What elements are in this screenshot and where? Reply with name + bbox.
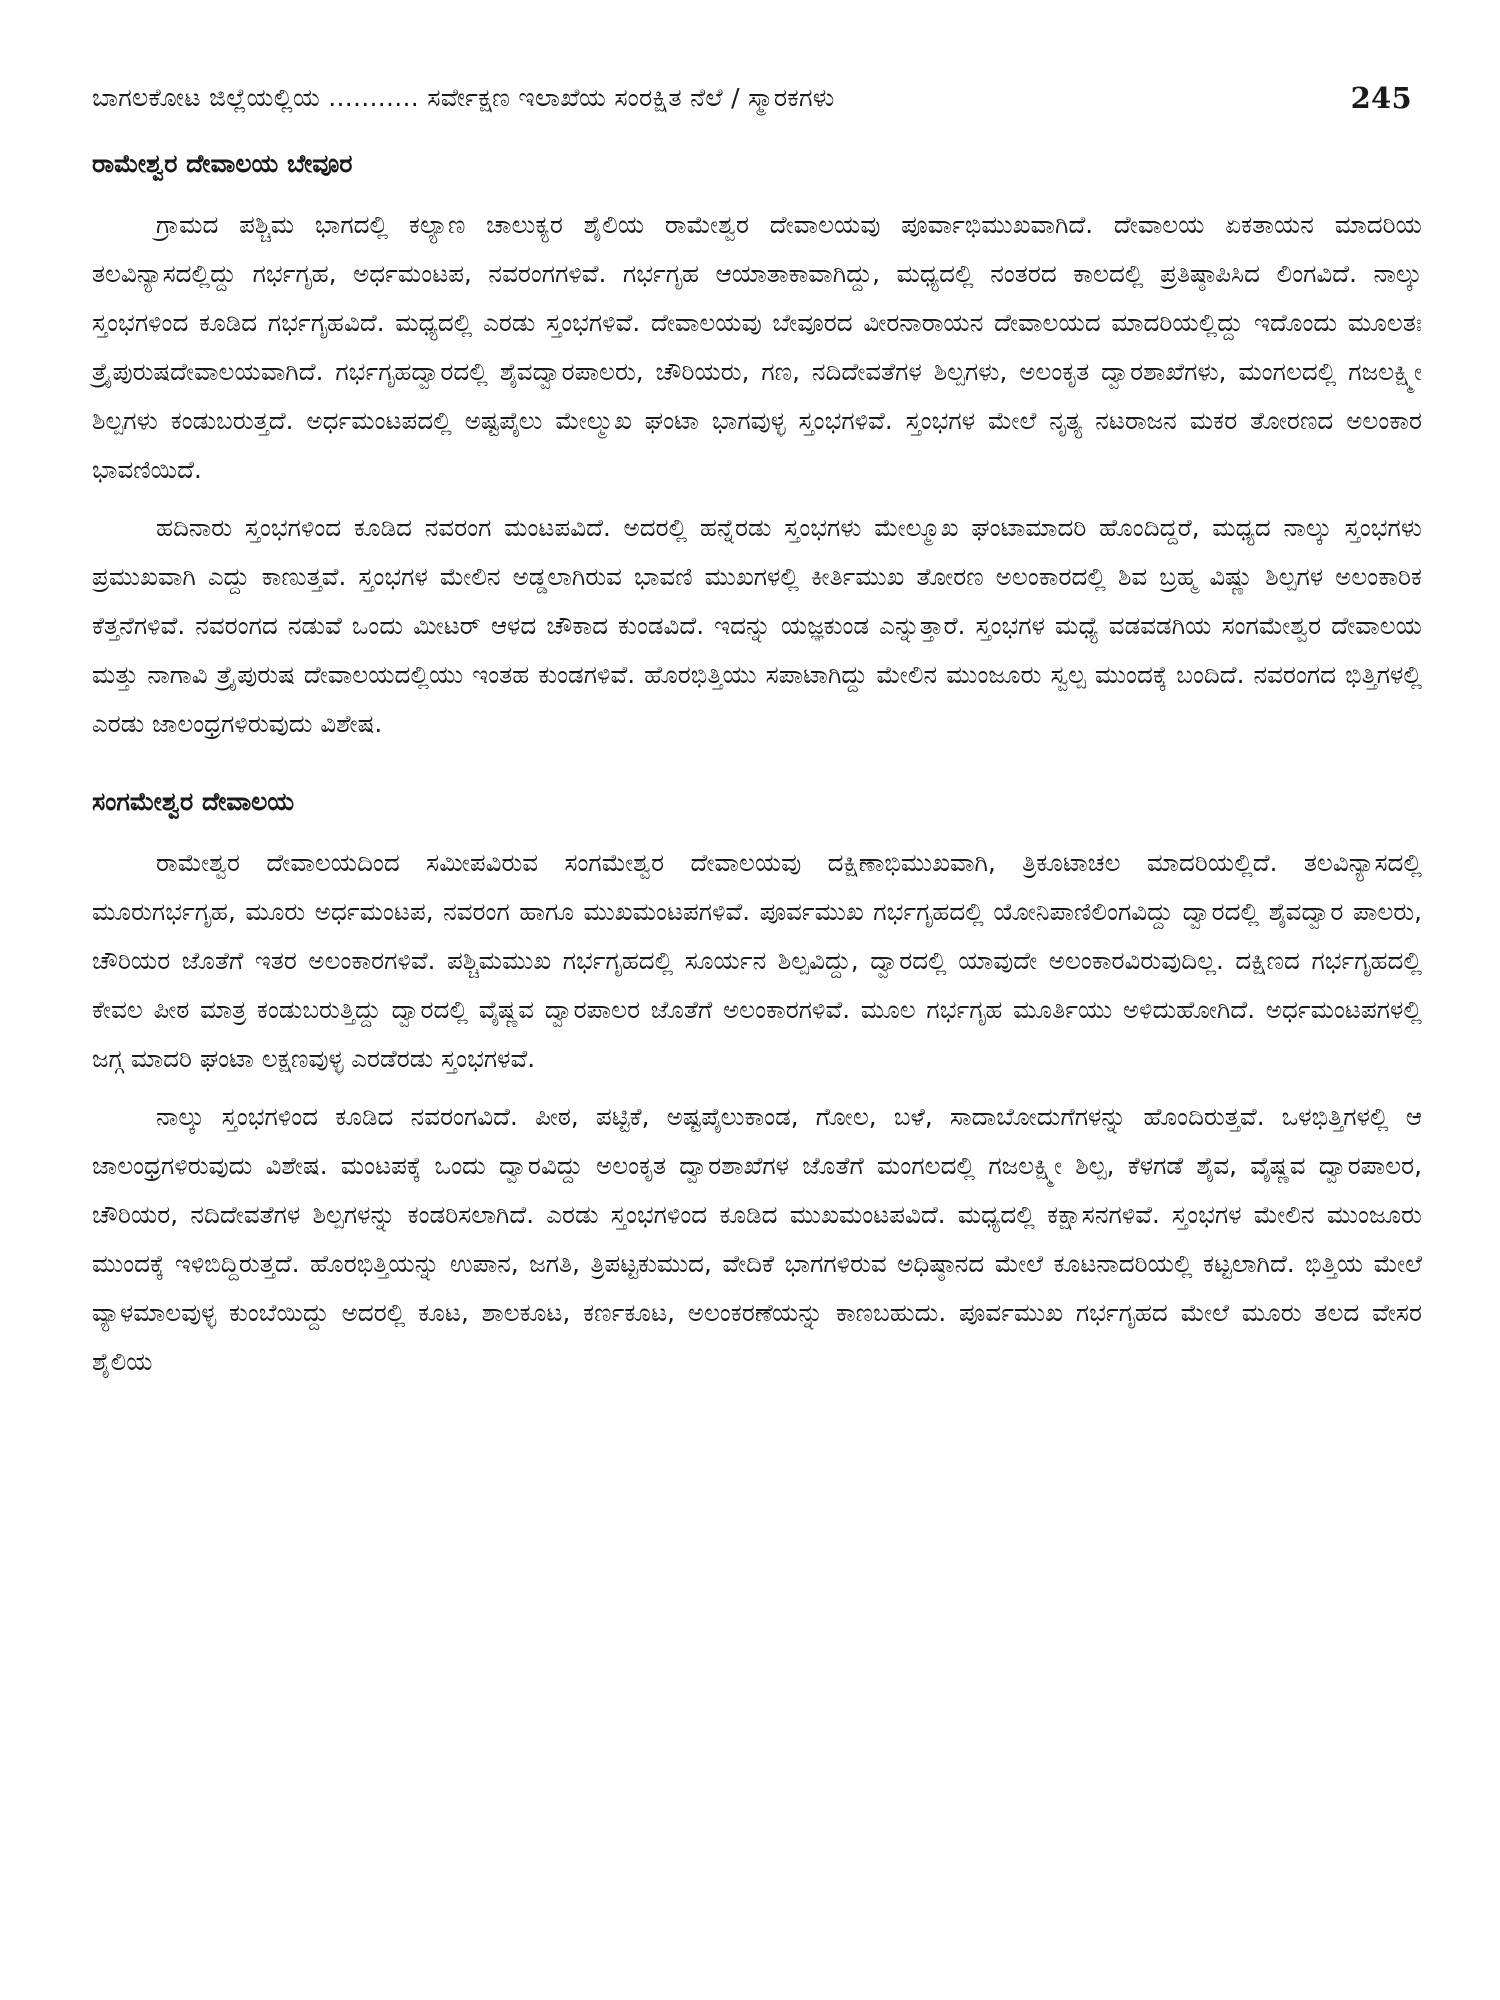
section-heading: ರಾಮೇಶ್ವರ ದೇವಾಲಯ ಬೇವೂರ — [92, 149, 353, 178]
section-rameshwara-temple — [92, 136, 1422, 748]
paragraph: ಗ್ರಾಮದ ಪಶ್ಚಿಮ ಭಾಗದಲ್ಲಿ ಕಲ್ಯಾಣ ಚಾಲುಕ್ಯರ ಶೈಲಿಯ ರಾಮೇಶ್ವರ ದೇವಾಲಯವು ಪೂರ್ವಾಭಿಮುಖವಾಗಿದೆ. ದೇವಾಲಯ ಏಕತಾಯನ ಮಾದರಿಯ ತಲವಿನ್ಯಾಸದಲ್ಲಿದ್ದು ಗರ್ಭಗೃಹ, ಅರ್ಧಮಂಟಪ, ನವರಂಗಗಳಿವೆ. ಗರ್ಭಗೃಹ ಆಯಾತಾಕಾವಾಗಿದ್ದು, ಮಧ್ಯದಲ್ಲಿ ನಂತರದ ಕಾಲದಲ್ಲಿ ಪ್ರತಿಷ್ಠಾಪಿಸಿದ ಲಿಂಗವಿದೆ. ನಾಲ್ಕು ಸ್ತಂಭಗಳಿಂದ ಕೂಡಿದ ಗರ್ಭಗೃಹವಿದೆ. ಮಧ್ಯದಲ್ಲಿ ಎರಡು ಸ್ತಂಭಗಳಿವೆ. ದೇವಾಲಯವು ಬೇವೂರದ ವೀರನಾರಾಯನ ದೇವಾಲಯದ ಮಾದರಿಯಲ್ಲಿದ್ದು ಇದೊಂದು ಮೂಲತಃ ತ್ರೈಪುರುಷದೇವಾಲಯವಾಗಿದೆ. ಗರ್ಭಗೃಹದ್ವಾರದಲ್ಲಿ ಶೈವದ್ವಾರಪಾಲರು, ಚೌರಿಯರು, ಗಣ, ನದಿದೇವತೆಗಳ ಶಿಲ್ಪಗಳು, ಅಲಂಕೃತ ದ್ವಾರಶಾಖೆಗಳು, ಮಂಗಲದಲ್ಲಿ ಗಜಲಕ್ಷ್ಮೀ ಶಿಲ್ಪಗಳು ಕಂಡುಬರುತ್ತದೆ. ಅರ್ಧಮಂಟಪದಲ್ಲಿ ಅಷ್ಟಪೈಲು ಮೇಲ್ಮುಖ ಘಂಟಾ ಭಾಗವುಳ್ಳ ಸ್ತಂಭಗಳಿವೆ. ಸ್ತಂಭಗಳ ಮೇಲೆ ನೃತ್ಯ ನಟರಾಜನ ಮಕರ ತೋರಣದ ಅಲಂಕಾರ ಭಾವಣಿಯಿದೆ. — [92, 210, 1422, 484]
page-number: 245 — [1350, 81, 1412, 115]
paragraph: ರಾಮೇಶ್ವರ ದೇವಾಲಯದಿಂದ ಸಮೀಪವಿರುವ ಸಂಗಮೇಶ್ವರ ದೇವಾಲಯವು ದಕ್ಷಿಣಾಭಿಮುಖವಾಗಿ, ತ್ರಿಕೂಟಾಚಲ ಮಾದರಿಯಲ್ಲಿದೆ. ತಲವಿನ್ಯಾಸದಲ್ಲಿ ಮೂರುಗರ್ಭಗೃಹ, ಮೂರು ಅರ್ಧಮಂಟಪ, ನವರಂಗ ಹಾಗೂ ಮುಖಮಂಟಪಗಳಿವೆ. ಪೂರ್ವಮುಖ ಗರ್ಭಗೃಹದಲ್ಲಿ ಯೋನಿಪಾಣಿಲಿಂಗವಿದ್ದು ದ್ವಾರದಲ್ಲಿ ಶೈವದ್ವಾರ ಪಾಲರು, ಚೌರಿಯರ ಜೊತೆಗೆ ಇತರ ಅಲಂಕಾರಗಳಿವೆ. ಪಶ್ಚಿಮಮುಖ ಗರ್ಭಗೃಹದಲ್ಲಿ ಸೂರ್ಯನ ಶಿಲ್ಪವಿದ್ದು, ದ್ವಾರದಲ್ಲಿ ಯಾವುದೇ ಅಲಂಕಾರವಿರುವುದಿಲ್ಲ. ದಕ್ಷಿಣದ ಗರ್ಭಗೃಹದಲ್ಲಿ ಕೇವಲ ಪೀಠ ಮಾತ್ರ ಕಂಡುಬರುತ್ತಿದ್ದು ದ್ವಾರದಲ್ಲಿ ವೈಷ್ಣವ ದ್ವಾರಪಾಲರ ಜೊತೆಗೆ ಅಲಂಕಾರಗಳಿವೆ. ಮೂಲ ಗರ್ಭಗೃಹ ಮೂರ್ತಿಯು ಅಳಿದುಹೋಗಿದೆ. ಅರ್ಧಮಂಟಪಗಳಲ್ಲಿ ಜಗ್ಗ ಮಾದರಿ ಘಂಟಾ ಲಕ್ಷಣವುಳ್ಳ ಎರಡೆರಡು ಸ್ತಂಭಗಳವೆ. — [92, 848, 1422, 1073]
paragraph: ನಾಲ್ಕು ಸ್ತಂಭಗಳಿಂದ ಕೂಡಿದ ನವರಂಗವಿದೆ. ಪೀಠ, ಪಟ್ಟಿಕೆ, ಅಷ್ಟಪೈಲುಕಾಂಡ, ಗೋಲ, ಬಳೆ, ಸಾದಾಬೋದುಗೆಗಳನ್ನು ಹೊಂದಿರುತ್ತವೆ. ಒಳಭಿತ್ತಿಗಳಲ್ಲಿ ಆ ಜಾಲಂಧ್ರಗಳಿರುವುದು ವಿಶೇಷ. ಮಂಟಪಕ್ಕೆ ಒಂದು ದ್ವಾರವಿದ್ದು ಅಲಂಕೃತ ದ್ವಾರಶಾಖೆಗಳ ಜೊತೆಗೆ ಮಂಗಲದಲ್ಲಿ ಗಜಲಕ್ಷ್ಮೀ ಶಿಲ್ಪ, ಕೆಳಗಡೆ ಶೈವ, ವೈಷ್ಣವ ದ್ವಾರಪಾಲರ, ಚೌರಿಯರ, ನದಿದೇವತೆಗಳ ಶಿಲ್ಪಗಳನ್ನು ಕಂಡರಿಸಲಾಗಿದೆ. ಎರಡು ಸ್ತಂಭಗಳಿಂದ ಕೂಡಿದ ಮುಖಮಂಟಪವಿದೆ. ಮಧ್ಯದಲ್ಲಿ ಕಕ್ಷಾಸನಗಳಿವೆ. ಸ್ತಂಭಗಳ ಮೇಲಿನ ಮುಂಜೂರು ಮುಂದಕ್ಕೆ ಇಳಿಬಿದ್ದಿರುತ್ತದೆ. ಹೊರಭಿತ್ತಿಯನ್ನು ಉಪಾನ, ಜಗತಿ, ತ್ರಿಪಟ್ಟಕುಮುದ, ವೇದಿಕೆ ಭಾಗಗಳಿರುವ ಅಧಿಷ್ಠಾನದ ಮೇಲೆ ಕೂಟನಾದರಿಯಲ್ಲಿ ಕಟ್ಟಲಾಗಿದೆ. ಭಿತ್ತಿಯ ಮೇಲೆ ವ್ಯಾಳಮಾಲವುಳ್ಳ ಕುಂಬೆಯಿದ್ದು ಅದರಲ್ಲಿ ಕೂಟ, ಶಾಲಕೂಟ, ಕರ್ಣಕೂಟ, ಅಲಂಕರಣೆಯನ್ನು ಕಾಣಬಹುದು. ಪೂರ್ವಮುಖ ಗರ್ಭಗೃಹದ ಮೇಲೆ ಮೂರು ತಲದ ವೇಸರ ಶೈಲಿಯ — [92, 1102, 1422, 1376]
section-sangameshwara-temple — [92, 774, 1422, 1386]
section-heading: ಸಂಗಮೇಶ್ವರ ದೇವಾಲಯ — [92, 787, 295, 816]
running-header — [92, 70, 1422, 126]
running-header-title: ಬಾಗಲಕೋಟ ಜಿಲ್ಲೆಯಲ್ಲಿಯ ........... ಸರ್ವೇಕ್ಷಣ ಇಲಾಖೆಯ ಸಂರಕ್ಷಿತ ನೆಲೆ / ಸ್ಮಾರಕಗಳು — [92, 83, 835, 112]
paragraph: ಹದಿನಾರು ಸ್ತಂಭಗಳಿಂದ ಕೂಡಿದ ನವರಂಗ ಮಂಟಪವಿದೆ. ಅದರಲ್ಲಿ ಹನ್ನೆರಡು ಸ್ತಂಭಗಳು ಮೇಲ್ಮೂಖ ಘಂಟಾಮಾದರಿ ಹೊಂದಿದ್ದರೆ, ಮಧ್ಯದ ನಾಲ್ಕು ಸ್ತಂಭಗಳು ಪ್ರಮುಖವಾಗಿ ಎದ್ದು ಕಾಣುತ್ತವೆ. ಸ್ತಂಭಗಳ ಮೇಲಿನ ಅಡ್ಡಲಾಗಿರುವ ಭಾವಣಿ ಮುಖಗಳಲ್ಲಿ ಕೀರ್ತಿಮುಖ ತೋರಣ ಅಲಂಕಾರದಲ್ಲಿ ಶಿವ ಬ್ರಹ್ಮ ವಿಷ್ಣು ಶಿಲ್ಪಗಳ ಅಲಂಕಾರಿಕ ಕೆತ್ತನೆಗಳಿವೆ. ನವರಂಗದ ನಡುವೆ ಒಂದು ಮೀಟರ್ ಆಳದ ಚೌಕಾದ ಕುಂಡವಿದೆ. ಇದನ್ನು ಯಜ್ಞಕುಂಡ ಎನ್ನುತ್ತಾರೆ. ಸ್ತಂಭಗಳ ಮಧ್ಯೆ ವಡವಡಗಿಯ ಸಂಗಮೇಶ್ವರ ದೇವಾಲಯ ಮತ್ತು ನಾಗಾವಿ ತ್ರೈಪುರುಷ ದೇವಾಲಯದಲ್ಲಿಯು ಇಂತಹ ಕುಂಡಗಳಿವೆ. ಹೊರಭಿತ್ತಿಯು ಸಪಾಟಾಗಿದ್ದು ಮೇಲಿನ ಮುಂಜೂರು ಸ್ವಲ್ಪ ಮುಂದಕ್ಕೆ ಬಂದಿದೆ. ನವರಂಗದ ಭಿತ್ತಿಗಳಲ್ಲಿ ಎರಡು ಜಾಲಂಧ್ರಗಳಿರುವುದು ವಿಶೇಷ. — [92, 513, 1422, 738]
